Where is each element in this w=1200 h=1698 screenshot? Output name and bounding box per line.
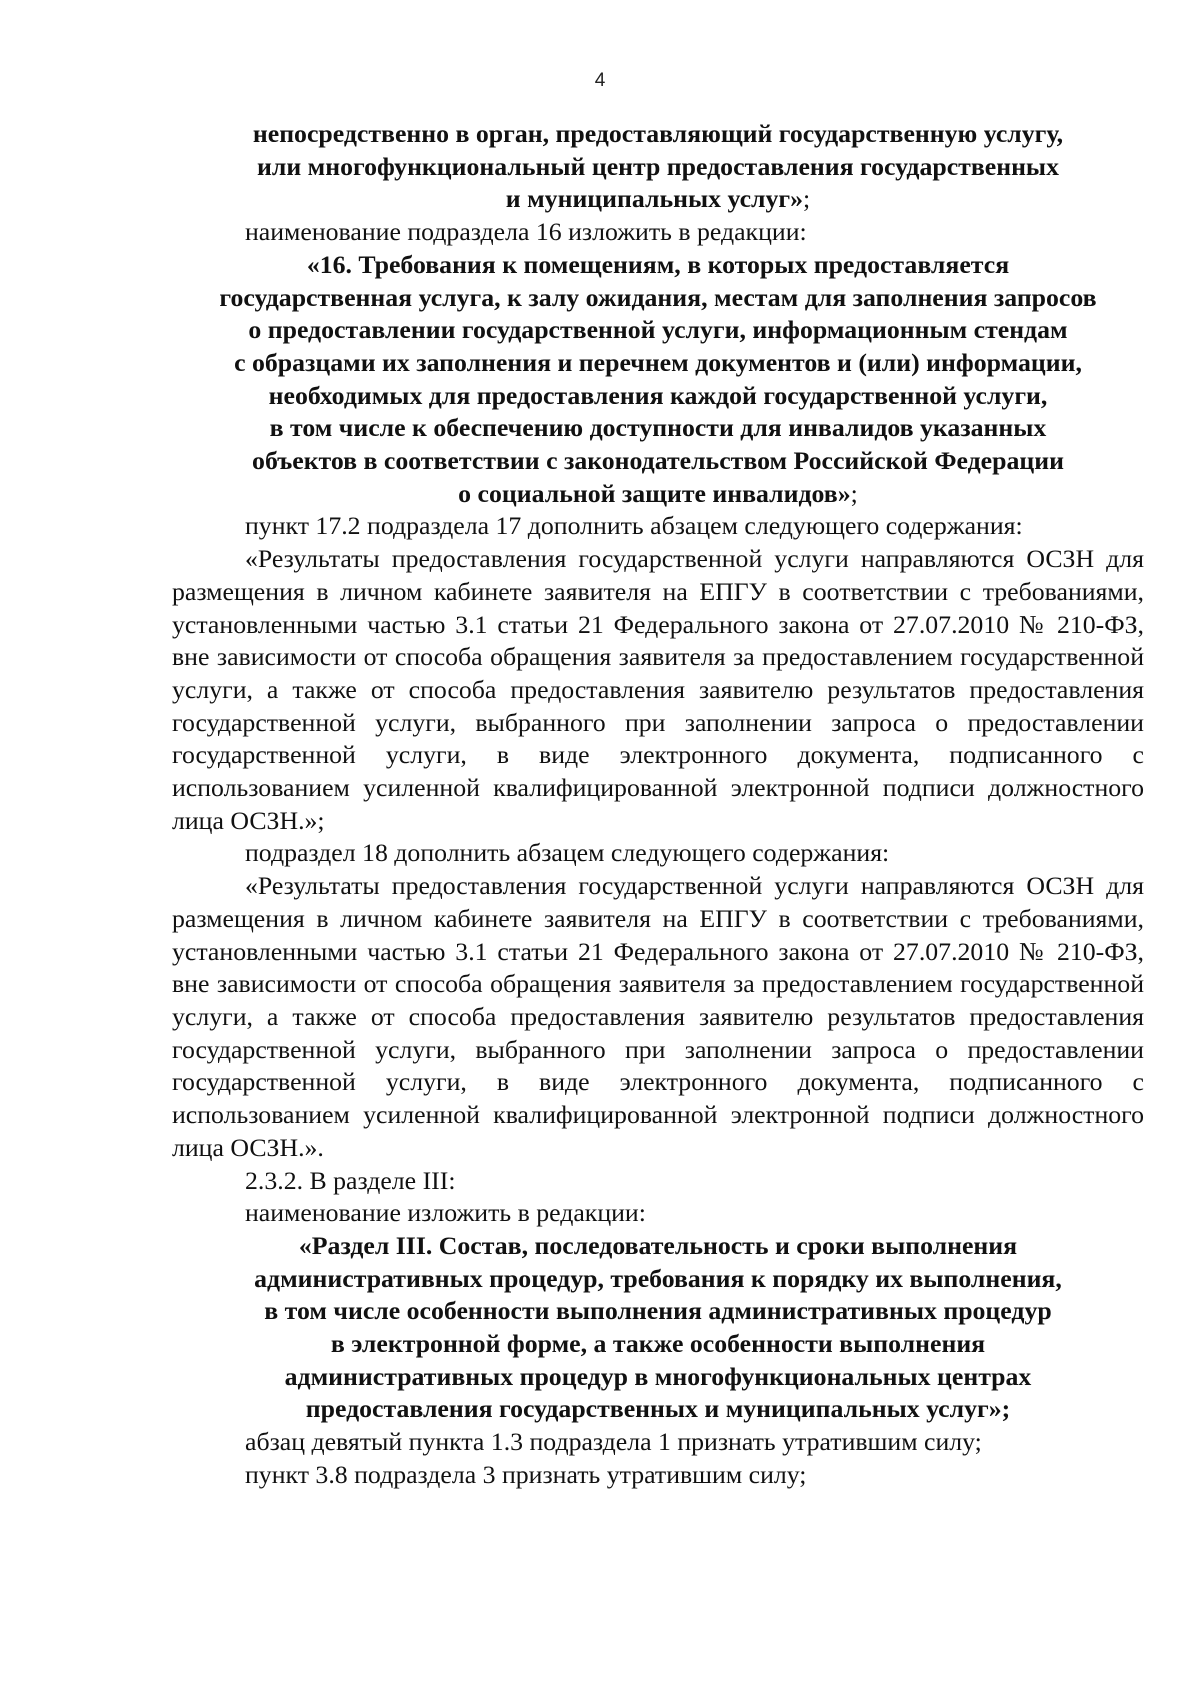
paragraph-point-1-3: абзац девятый пункта 1.3 подраздела 1 признать утратившим силу;: [245, 1427, 982, 1457]
paragraph-subsection-18-intro: подраздел 18 дополнить абзацем следующего содержания:: [245, 838, 890, 868]
page-number: 4: [594, 70, 606, 91]
heading-line: объектов в соответствии с законодательством Российской Федерации: [252, 446, 1064, 476]
heading-line: или многофункциональный центр предоставления государственных: [257, 151, 1059, 181]
heading-line: о социальной защите инвалидов»;: [458, 478, 858, 508]
heading-line: непосредственно в орган, предоставляющий государственную услугу,: [252, 119, 1064, 148]
paragraph-point-3-8: пункт 3.8 подраздела 3 признать утратившим силу;: [245, 1459, 807, 1489]
heading-line: административных процедур, требования к порядку их выполнения,: [254, 1263, 1062, 1293]
heading-line: необходимых для предоставления каждой государственной услуги,: [268, 380, 1048, 410]
heading-line: предоставления государственных и муниципальных услуг»;: [305, 1394, 1011, 1424]
heading-subsection-16: [172, 249, 1144, 511]
heading-section-3: [172, 1230, 1144, 1426]
heading-line: «16. Требования к помещениям, в которых предоставляется: [306, 249, 1010, 279]
heading-service-submission: [172, 118, 1144, 216]
heading-line: в том числе особенности выполнения административных процедур: [264, 1296, 1052, 1326]
heading-line: государственная услуга, к залу ожидания, местам для заполнения запросов: [219, 282, 1097, 312]
document-body: [172, 118, 1144, 1492]
paragraph-2-3-2: 2.3.2. В разделе III:: [245, 1165, 456, 1195]
heading-line: в том числе к обеспечению доступности для инвалидов указанных: [269, 413, 1047, 443]
quote-results-17-2: «Результаты предоставления государственной услуги направляются ОСЗН для размещения в личном кабинете заявителя на ЕПГУ в соответствии с требованиями, установленными частью 3.1 статьи 21 Федерального закона от 27.07.2010 № 210-ФЗ, вне зависимости от способа обращения заявителя за предоставлением государственной услуги, а также от способа предоставления заявителю результатов предоставления государственной услуги, выбранного при заполнении запроса о предоставлении государственной услуги, в виде электронного документа, подписанного с использованием усиленной квалифицированной электронной подписи должностного лица ОСЗН.»;: [172, 544, 1144, 835]
heading-line: административных процедур в многофункциональных центрах: [284, 1361, 1032, 1391]
paragraph-point-17-2-intro: пункт 17.2 подраздела 17 дополнить абзацем следующего содержания:: [245, 511, 1023, 541]
paragraph-subsection-16-intro: наименование подраздела 16 изложить в редакции:: [245, 217, 807, 247]
heading-line: с образцами их заполнения и перечнем документов и (или) информации,: [234, 347, 1082, 377]
heading-line: «Раздел III. Состав, последовательность и сроки выполнения: [298, 1230, 1018, 1260]
heading-line: о предоставлении государственной услуги, информационным стендам: [248, 315, 1068, 345]
heading-line: в электронной форме, а также особенности выполнения: [330, 1329, 986, 1359]
paragraph-section-3-intro: наименование изложить в редакции:: [245, 1198, 646, 1228]
quote-results-18: «Результаты предоставления государственной услуги направляются ОСЗН для размещения в личном кабинете заявителя на ЕПГУ в соответствии с требованиями, установленными частью 3.1 статьи 21 Федерального закона от 27.07.2010 № 210-ФЗ, вне зависимости от способа обращения заявителя за предоставлением государственной услуги, а также от способа предоставления заявителю результатов предоставления государственной услуги, выбранного при заполнении запроса о предоставлении государственной услуги, в виде электронного документа, подписанного с использованием усиленной квалифицированной электронной подписи должностного лица ОСЗН.».: [172, 871, 1144, 1162]
heading-line: и муниципальных услуг»;: [505, 184, 811, 214]
